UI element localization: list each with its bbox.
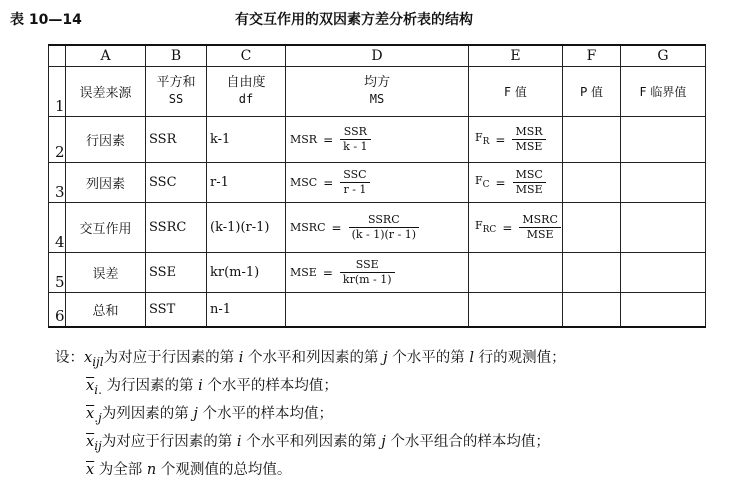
anova-table (48, 44, 706, 328)
source-cell: 列因素 (66, 163, 146, 203)
col-header-b: B (146, 45, 207, 67)
f-value-cell (469, 253, 563, 293)
row-number: 1 (49, 67, 66, 117)
table-row-2 (49, 117, 706, 163)
note-line-3: $\overline{x}_{.j}$为列因素的第 j 个水平的样本均值； (86, 405, 333, 425)
header-ss: 平方和 SS (146, 67, 207, 117)
header-p-value: P 值 (563, 67, 621, 117)
ss-cell: SSRC (146, 203, 207, 253)
f-value-cell: $F_{RC}$ = $\frac{\text{MSRC}}{\text{MSE}}$ (469, 203, 563, 253)
f-value-cell: $F_R$ = $\frac{\text{MSR}}{\text{MSE}}$ (469, 117, 563, 163)
col-header-a: A (66, 45, 146, 67)
source-cell: 总和 (66, 293, 146, 327)
p-value-cell (563, 117, 621, 163)
df-cell: r-1 (207, 163, 286, 203)
table-label: 表 10—14 (10, 12, 82, 28)
table-title: 有交互作用的双因素方差分析表的结构 (235, 12, 473, 28)
notes-block (55, 346, 566, 482)
ms-cell: MSRC = $\frac{\text{SSRC}}{(k - 1)(r - 1)}$ (286, 203, 469, 253)
ss-cell: SSE (146, 253, 207, 293)
note-line-1: 设：$x_{ijl}$为对应于行因素的第 i 个水平和列因素的第 j 个水平的第 l 行的观测值； (55, 350, 566, 369)
note-line-2: $\overline{x}_{i.}$ 为行因素的第 i 个水平的样本均值； (86, 377, 338, 397)
df-cell: (k-1)(r-1) (207, 203, 286, 253)
col-header-g: G (621, 45, 706, 67)
ms-cell (286, 293, 469, 327)
f-critical-cell (621, 293, 706, 327)
ms-cell: MSE = $\frac{\text{SSE}}{kr(m - 1)}$ (286, 253, 469, 293)
ss-cell: SSC (146, 163, 207, 203)
header-source: 误差来源 (66, 67, 146, 117)
table-row-5 (49, 253, 706, 293)
p-value-cell (563, 163, 621, 203)
source-cell: 交互作用 (66, 203, 146, 253)
row-number: 3 (49, 163, 66, 203)
note-line-4: $\overline{x}_{ij}$为对应于行因素的第 i 个水平和列因素的第 j 个水平组合的样本均值； (86, 433, 550, 453)
f-critical-cell (621, 203, 706, 253)
table-row-1 (49, 67, 706, 117)
ss-cell: SST (146, 293, 207, 327)
table-row-6 (49, 293, 706, 327)
table-row-4 (49, 203, 706, 253)
ms-cell: MSC = $\frac{\text{SSC}}{r - 1}$ (286, 163, 469, 203)
column-header-row (49, 45, 706, 67)
f-critical-cell (621, 163, 706, 203)
f-critical-cell (621, 253, 706, 293)
corner-cell (49, 45, 66, 67)
header-f-critical: F 临界值 (621, 67, 706, 117)
ms-cell: MSR = $\frac{\text{SSR}}{k - 1}$ (286, 117, 469, 163)
df-cell: kr(m-1) (207, 253, 286, 293)
f-value-cell (469, 293, 563, 327)
df-cell: k-1 (207, 117, 286, 163)
df-cell: n-1 (207, 293, 286, 327)
row-number: 4 (49, 203, 66, 253)
row-number: 5 (49, 253, 66, 293)
f-value-cell: $F_C$ = $\frac{\text{MSC}}{\text{MSE}}$ (469, 163, 563, 203)
header-f-value: F 值 (469, 67, 563, 117)
header-df: 自由度 df (207, 67, 286, 117)
p-value-cell (563, 253, 621, 293)
note-line-5: $\overline{x}$ 为全部 n 个观测值的总均值。 (86, 461, 292, 478)
p-value-cell (563, 203, 621, 253)
ss-cell: SSR (146, 117, 207, 163)
source-cell: 误差 (66, 253, 146, 293)
col-header-c: C (207, 45, 286, 67)
f-critical-cell (621, 117, 706, 163)
col-header-e: E (469, 45, 563, 67)
table-row-3 (49, 163, 706, 203)
source-cell: 行因素 (66, 117, 146, 163)
p-value-cell (563, 293, 621, 327)
col-header-d: D (286, 45, 469, 67)
col-header-f: F (563, 45, 621, 67)
row-number: 2 (49, 117, 66, 163)
header-ms: 均方 MS (286, 67, 469, 117)
row-number: 6 (49, 293, 66, 327)
